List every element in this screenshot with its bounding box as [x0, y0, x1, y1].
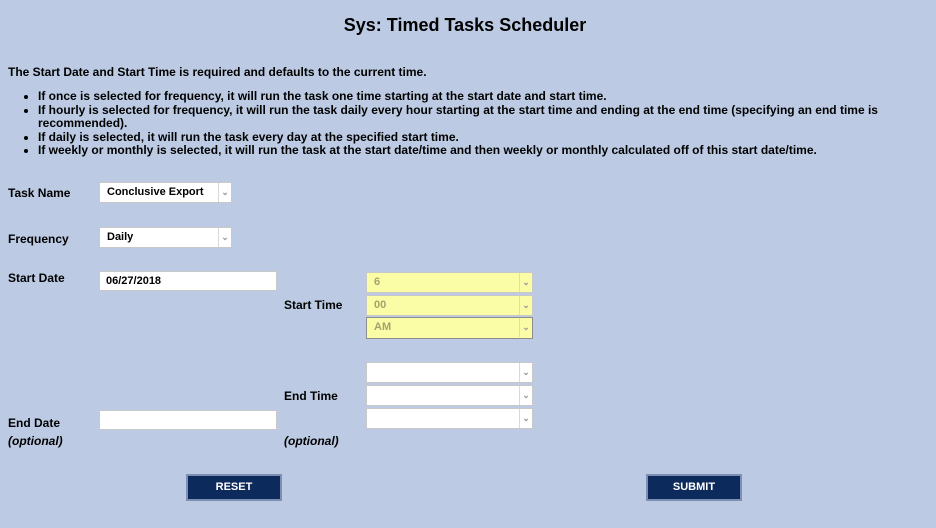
page-title: Sys: Timed Tasks Scheduler: [343, 15, 587, 35]
chevron-down-icon[interactable]: ⌄: [519, 296, 532, 315]
chevron-down-icon[interactable]: ⌄: [519, 273, 532, 292]
frequency-value: Daily: [107, 231, 134, 243]
chevron-down-icon[interactable]: ⌄: [519, 363, 532, 382]
start-date-label: Start Date: [8, 271, 65, 285]
start-time-label: Start Time: [284, 298, 343, 312]
intro-text: The Start Date and Start Time is required and defaults to the current time.: [8, 65, 427, 79]
list-item: • If weekly or monthly is selected, it will run the task at the start date/time and then weekly or monthly calculated off of this start date/time.: [38, 144, 918, 158]
start-ampm-select[interactable]: [366, 317, 533, 339]
end-date-label: End Date: [8, 416, 61, 430]
end-time-optional-label: (optional): [284, 434, 339, 448]
rules-list: [20, 90, 918, 158]
reset-button[interactable]: RESET: [186, 474, 282, 501]
chevron-down-icon[interactable]: ⌄: [519, 409, 532, 428]
list-item: • If once is selected for frequency, it will run the task one time starting at the start date and start time.: [38, 90, 918, 104]
submit-button[interactable]: SUBMIT: [646, 474, 742, 501]
start-hour-value: 6: [374, 276, 381, 288]
chevron-down-icon[interactable]: ⌄: [519, 386, 532, 405]
start-minute-select[interactable]: [366, 295, 533, 316]
end-hour-select[interactable]: [366, 362, 533, 383]
start-date-input[interactable]: 06/27/2018: [99, 271, 277, 291]
list-item: • If hourly is selected for frequency, it will run the task daily every hour starting at the start time and ending at the end time (specifying an end time is recommended).: [38, 104, 918, 131]
start-minute-value: 00: [374, 299, 387, 311]
start-hour-select[interactable]: [366, 272, 533, 293]
chevron-down-icon[interactable]: ⌄: [218, 228, 231, 247]
frequency-label: Frequency: [8, 232, 69, 246]
task-name-value: Conclusive Export: [107, 186, 204, 198]
end-date-optional-label: (optional): [8, 434, 63, 448]
end-time-label: End Time: [284, 389, 338, 403]
end-minute-select[interactable]: [366, 385, 533, 406]
end-ampm-select[interactable]: [366, 408, 533, 429]
task-name-label: Task Name: [8, 186, 71, 200]
end-date-input[interactable]: [99, 410, 277, 430]
list-item: • If daily is selected, it will run the task every day at the specified start time.: [38, 131, 918, 145]
chevron-down-icon[interactable]: ⌄: [218, 183, 231, 202]
task-name-select[interactable]: [99, 182, 232, 203]
chevron-down-icon[interactable]: ⌄: [519, 318, 532, 337]
frequency-select[interactable]: [99, 227, 232, 248]
start-ampm-value: AM: [374, 321, 392, 333]
